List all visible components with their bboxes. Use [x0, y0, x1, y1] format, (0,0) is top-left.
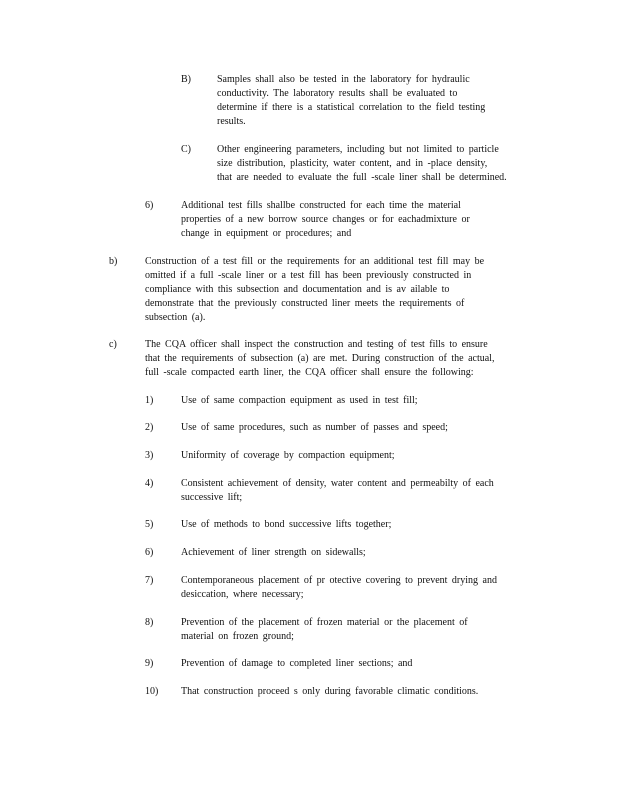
text-line: that the requirements of subsection (a) are met. During construction of the actual, [145, 353, 495, 364]
text-line: successive lift; [181, 492, 243, 503]
list-item-10-text [181, 685, 478, 699]
list-item-2-label: 2) [145, 422, 154, 433]
list-item-8-text [181, 616, 468, 644]
text-line: material on frozen ground; [181, 631, 294, 642]
item-c-text [145, 338, 494, 380]
list-item-7-text [181, 574, 497, 602]
list-item-6-text [181, 546, 366, 560]
text-line: compliance with this subsection and documentation and is av ailable to [145, 284, 450, 295]
text-line: subsection (a). [145, 312, 206, 323]
text-line: size distribution, plasticity, water content, and in -place density, [217, 158, 488, 169]
list-item-5-text [181, 518, 391, 532]
item-6-text [181, 199, 470, 241]
list-item-8-label: 8) [145, 617, 154, 628]
list-item-1-text [181, 394, 418, 408]
item-b-label: b) [109, 256, 118, 267]
list-item-9-text [181, 657, 412, 671]
text-line: conductivity. The laboratory results shall be evaluated to [217, 88, 458, 99]
text-line: demonstrate that the previously constructed liner meets the requirements of [145, 298, 465, 309]
list-item-7-label: 7) [145, 575, 154, 586]
text-line: Prevention of damage to completed liner sections; and [181, 658, 413, 669]
text-line: Contemporaneous placement of pr otective covering to prevent drying and [181, 575, 497, 586]
text-line: omitted if a full -scale liner or a test fill has been previously constructed in [145, 270, 472, 281]
text-line: Use of same procedures, such as number of passes and speed; [181, 422, 448, 433]
text-line: full -scale compacted earth liner, the CQA officer shall ensure the following: [145, 367, 474, 378]
list-item-4-text [181, 477, 494, 505]
item-B-label: B) [181, 74, 191, 85]
text-line: determine if there is a statistical correlation to the field testing [217, 102, 486, 113]
text-line: properties of a new borrow source changes or for eachadmixture or [181, 214, 470, 225]
list-item-5-label: 5) [145, 519, 154, 530]
list-item-10-label: 10) [145, 686, 159, 697]
list-item-9-label: 9) [145, 658, 154, 669]
list-item-1-label: 1) [145, 395, 154, 406]
text-line: Achievement of liner strength on sidewalls; [181, 547, 366, 558]
text-line: Consistent achievement of density, water content and permeabilty of each [181, 478, 494, 489]
text-line: Construction of a test fill or the requirements for an additional test fill may be [145, 256, 485, 267]
item-C-label: C) [181, 144, 191, 155]
text-line: Other engineering parameters, including but not limited to particle [217, 144, 499, 155]
text-line: That construction proceed s only during favorable climatic conditions. [181, 686, 479, 697]
item-B-text [217, 73, 485, 129]
list-item-3-text [181, 449, 395, 463]
text-line: desiccation, where necessary; [181, 589, 304, 600]
text-line: The CQA officer shall inspect the construction and testing of test fills to ensure [145, 339, 488, 350]
text-line: Samples shall also be tested in the laboratory for hydraulic [217, 74, 470, 85]
text-line: results. [217, 116, 246, 127]
text-line: Uniformity of coverage by compaction equipment; [181, 450, 395, 461]
text-line: change in equipment or procedures; and [181, 228, 352, 239]
text-line: Use of methods to bond successive lifts together; [181, 519, 392, 530]
list-item-2-text [181, 421, 448, 435]
item-C-text [217, 143, 507, 185]
text-line: Prevention of the placement of frozen material or the placement of [181, 617, 468, 628]
text-line: that are needed to evaluate the full -scale liner shall be determined. [217, 172, 507, 183]
text-line: Additional test fills shallbe constructed for each time the material [181, 200, 461, 211]
item-c-label: c) [109, 339, 117, 350]
list-item-6-label: 6) [145, 547, 154, 558]
item-6-label: 6) [145, 200, 154, 211]
list-item-4-label: 4) [145, 478, 154, 489]
list-item-3-label: 3) [145, 450, 154, 461]
item-b-text [145, 255, 484, 325]
text-line: Use of same compaction equipment as used in test fill; [181, 395, 418, 406]
